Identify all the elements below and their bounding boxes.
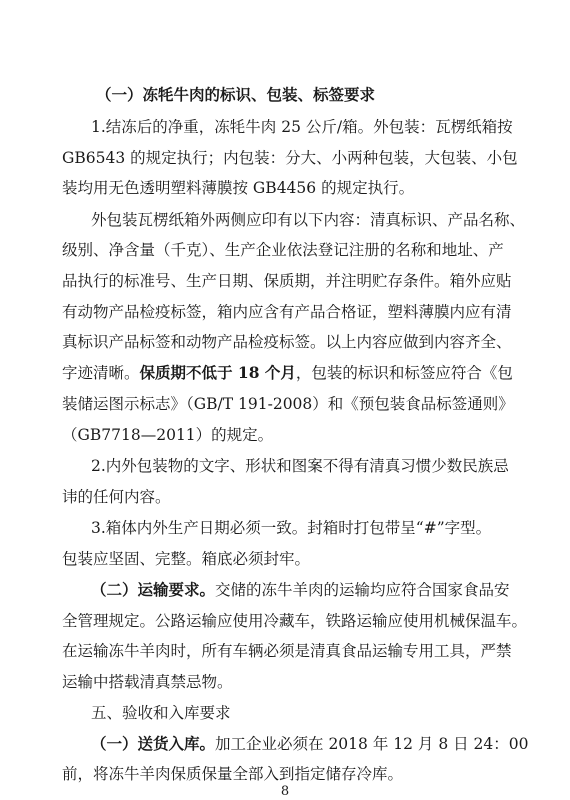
page-number: 8 xyxy=(280,784,290,799)
paragraph-line: 在运输冻牛羊肉时，所有车辆必须是清真食品运输专用工具，严禁 xyxy=(62,642,512,660)
paragraph-line: 装储运图示标志》（GB/T 191-2008）和《预包装食品标签通则》 xyxy=(62,395,514,413)
plain-text: 交储的冻牛羊肉的运输均应符合国家食品安 xyxy=(215,581,510,599)
paragraph-line xyxy=(91,580,570,600)
paragraph-line: （GB7718—2011）的规定。 xyxy=(62,426,274,444)
section-heading-acceptance: 五、验收和入库要求 xyxy=(91,704,231,722)
paragraph-line xyxy=(91,734,570,754)
paragraph-line: 2.内外包装物的文字、形状和图案不得有清真习惯少数民族忌 xyxy=(91,457,509,475)
paragraph-line: 包装应坚固、完整。箱底必须封牢。 xyxy=(62,550,311,568)
paragraph-line: 讳的任何内容。 xyxy=(62,488,171,506)
paragraph-line: GB6543 的规定执行；内包装：分大、小两种包装，大包装、小包 xyxy=(62,149,518,167)
plain-text: ，包装的标识和标签应符合《包 xyxy=(295,364,513,382)
paragraph-line: 外包装瓦楞纸箱外两侧应印有以下内容：清真标识、产品名称、 xyxy=(91,211,526,229)
subheading-delivery: （一）送货入库。 xyxy=(91,734,216,753)
plain-text: 加工企业必须在 2018 年 12 月 8 日 24：00 xyxy=(215,735,529,753)
paragraph-line: 有动物产品检疫标签，箱内应含有产品合格证，塑料薄膜内应有清 xyxy=(62,303,512,321)
paragraph-line: 3.箱体内外生产日期必须一致。封箱时打包带呈“#”字型。 xyxy=(91,519,492,537)
paragraph-line: 级别、净含量（千克）、生产企业依法登记注册的名称和地址、产 xyxy=(62,241,504,259)
paragraph-line: 真标识产品标签和动物产品检疫标签。以上内容应做到内容齐全、 xyxy=(62,333,512,351)
section-heading-transport: （二）运输要求。 xyxy=(91,580,216,599)
paragraph-line: 装均用无色透明塑料薄膜按 GB4456 的规定执行。 xyxy=(62,179,415,197)
paragraph-line xyxy=(62,363,570,383)
paragraph-line: 品执行的标准号、生产日期、保质期，并注明贮存条件。箱外应贴 xyxy=(62,272,512,290)
paragraph-line: 1.结冻后的净重，冻牦牛肉 25 公斤/箱。外包装：瓦楞纸箱按 xyxy=(91,118,513,136)
emphasis-shelf-life: 保质期不低于 18 个月 xyxy=(139,363,296,382)
plain-text: 字迹清晰。 xyxy=(62,364,140,382)
paragraph-line: 前，将冻牛羊肉保质保量全部入到指定储存冷库。 xyxy=(62,765,404,783)
section-heading-packaging: （一）冻牦牛肉的标识、包装、标签要求 xyxy=(96,85,376,104)
paragraph-line: 运输中搭载清真禁忌物。 xyxy=(62,673,233,691)
paragraph-line: 全管理规定。公路运输应使用冷藏车，铁路运输应使用机械保温车。 xyxy=(62,612,528,630)
